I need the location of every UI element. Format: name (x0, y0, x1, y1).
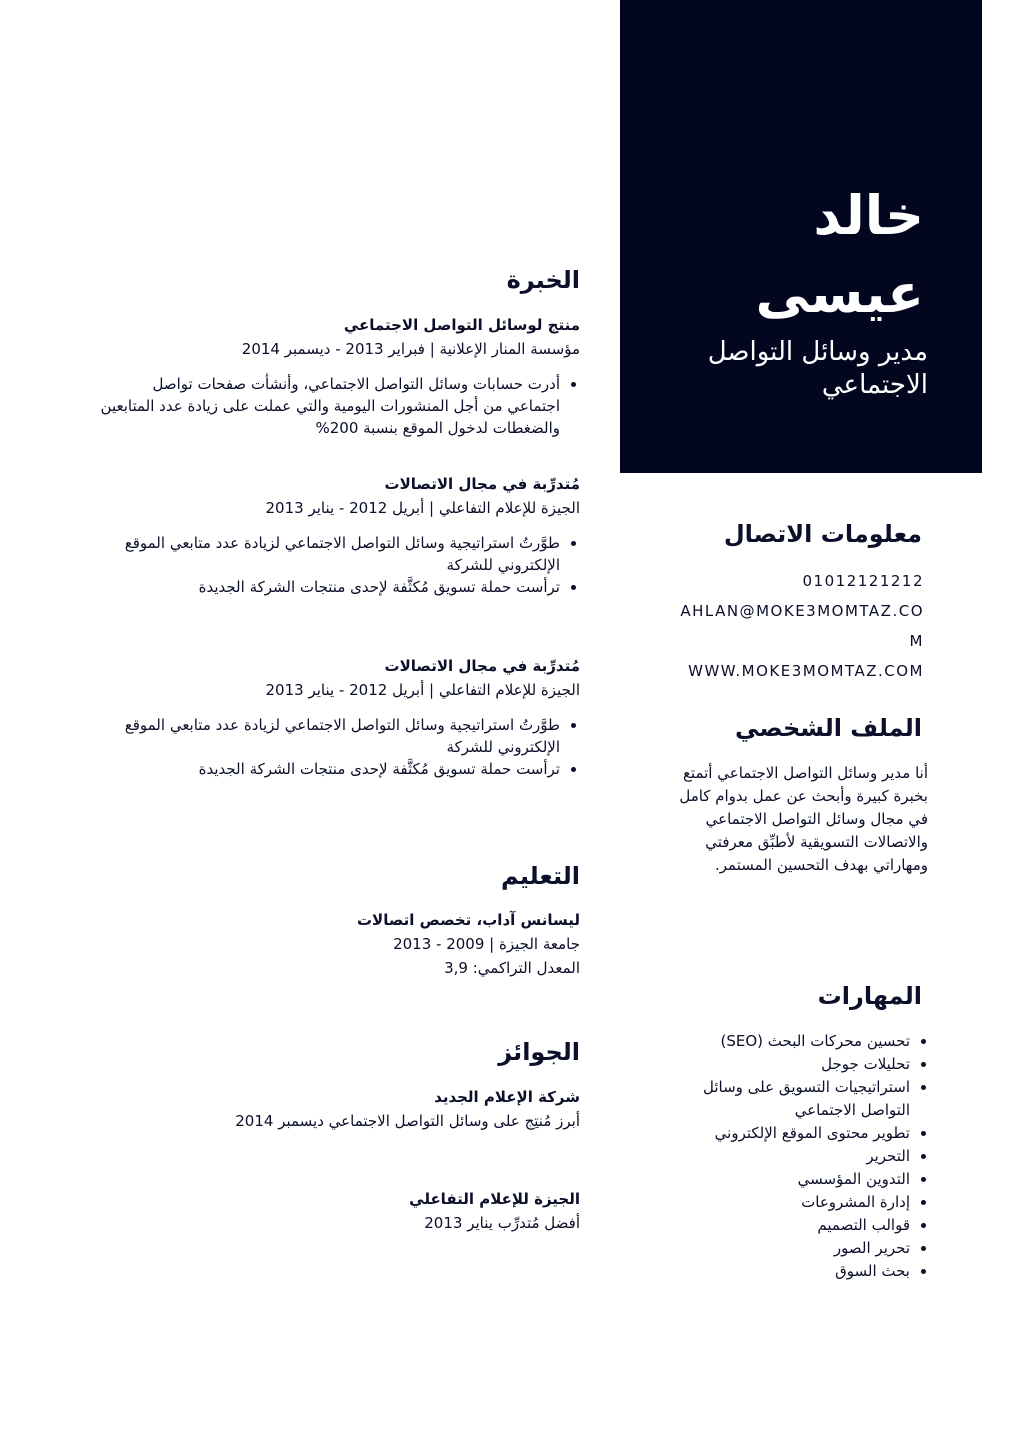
job-bullets (100, 714, 580, 780)
last-name: عيسى (755, 262, 924, 325)
award-organization: الجيزة للإعلام التفاعلي (409, 1190, 580, 1208)
profile-heading: الملف الشخصي (735, 714, 922, 742)
skill-item: • استراتيجيات التسويق على وسائل التواصل الاجتماعي (670, 1076, 910, 1122)
contact-phone[interactable]: 01012121212 (802, 572, 924, 590)
awards-heading: الجوائز (498, 1038, 580, 1066)
job-bullet: • ترأست حملة تسويق مُكثَّفة لإحدى منتجات الشركة الجديدة (100, 576, 560, 598)
skill-item: • تحليلات جوجل (670, 1053, 910, 1076)
skill-item: • تطوير محتوى الموقع الإلكتروني (670, 1122, 910, 1145)
award-entry (100, 1187, 580, 1235)
experience-heading: الخبرة (506, 266, 580, 294)
job-title: مدير وسائل التواصل الاجتماعي (707, 337, 928, 400)
award-entry (100, 1085, 580, 1133)
first-name: خالد (813, 184, 924, 247)
skill-item: • قوالب التصميم (670, 1214, 910, 1237)
job-bullet: • ترأست حملة تسويق مُكثَّفة لإحدى منتجات الشركة الجديدة (100, 758, 560, 780)
job-bullet: • طوَّرتُ استراتيجية وسائل التواصل الاجتماعي لزيادة عدد متابعي الموقع الإلكتروني للشركة (100, 532, 560, 576)
job-entry-meta: الجيزة للإعلام التفاعلي | أبريل 2012 - يناير 2013 (265, 499, 580, 517)
job-entry-title: مُتدرِّبة في مجال الاتصالات (384, 657, 580, 675)
skill-item: • تحرير الصور (670, 1237, 910, 1260)
job-entry-meta: الجيزة للإعلام التفاعلي | أبريل 2012 - يناير 2013 (265, 681, 580, 699)
award-description: أبرز مُنتِج على وسائل التواصل الاجتماعي ديسمبر 2014 (235, 1112, 580, 1130)
contact-website[interactable]: WWW.MOKE3MOMTAZ.COM (688, 662, 924, 680)
skills-list (670, 1030, 930, 1283)
education-degree: ليسانس آداب، تخصص اتصالات (356, 911, 580, 929)
job-bullets (100, 532, 580, 598)
experience-entry (100, 313, 580, 439)
job-bullets (100, 373, 580, 439)
profile-text: أنا مدير وسائل التواصل الاجتماعي أتمتع بخبرة كبيرة وأبحث عن عمل بدوام كامل في مجال وسائل التواصل الاجتماعي والاتصالات التسويقية لأطبِّق معرفتي ومهاراتي بهدف التحسين المستمر. (679, 764, 928, 874)
award-description: أفضل مُتدرِّب يناير 2013 (424, 1214, 580, 1232)
award-organization: شركة الإعلام الجديد (434, 1088, 580, 1106)
job-bullet: • أدرت حسابات وسائل التواصل الاجتماعي، وأنشأت صفحات تواصل اجتماعي من أجل المنشورات اليومية والتي عملت على زيادة عدد المتابعين والضغطات لدخول الموقع بنسبة 200% (100, 373, 560, 439)
skill-item: • بحث السوق (670, 1260, 910, 1283)
skills-heading: المهارات (817, 982, 922, 1010)
education-gpa: المعدل التراكمي: 3,9 (444, 959, 580, 977)
contact-email[interactable]: AHLAN@MOKE3MOMTAZ.COM (680, 602, 924, 650)
job-bullet: • طوَّرتُ استراتيجية وسائل التواصل الاجتماعي لزيادة عدد متابعي الموقع الإلكتروني للشركة (100, 714, 560, 758)
skill-item: • تحسين محركات البحث (SEO) (670, 1030, 910, 1053)
skill-item: • التحرير (670, 1145, 910, 1168)
experience-entry (100, 654, 580, 780)
education-school: جامعة الجيزة | 2009 - 2013 (393, 935, 580, 953)
skill-item: • إدارة المشروعات (670, 1191, 910, 1214)
job-entry-title: منتج لوسائل التواصل الاجتماعي (343, 316, 580, 334)
job-entry-meta: مؤسسة المنار الإعلانية | فبراير 2013 - ديسمبر 2014 (241, 340, 580, 358)
contact-heading: معلومات الاتصال (723, 520, 922, 548)
education-heading: التعليم (501, 862, 580, 890)
experience-entry (100, 472, 580, 598)
skill-item: • التدوين المؤسسي (670, 1168, 910, 1191)
job-entry-title: مُتدرِّبة في مجال الاتصالات (384, 475, 580, 493)
name-header-block (620, 0, 982, 473)
